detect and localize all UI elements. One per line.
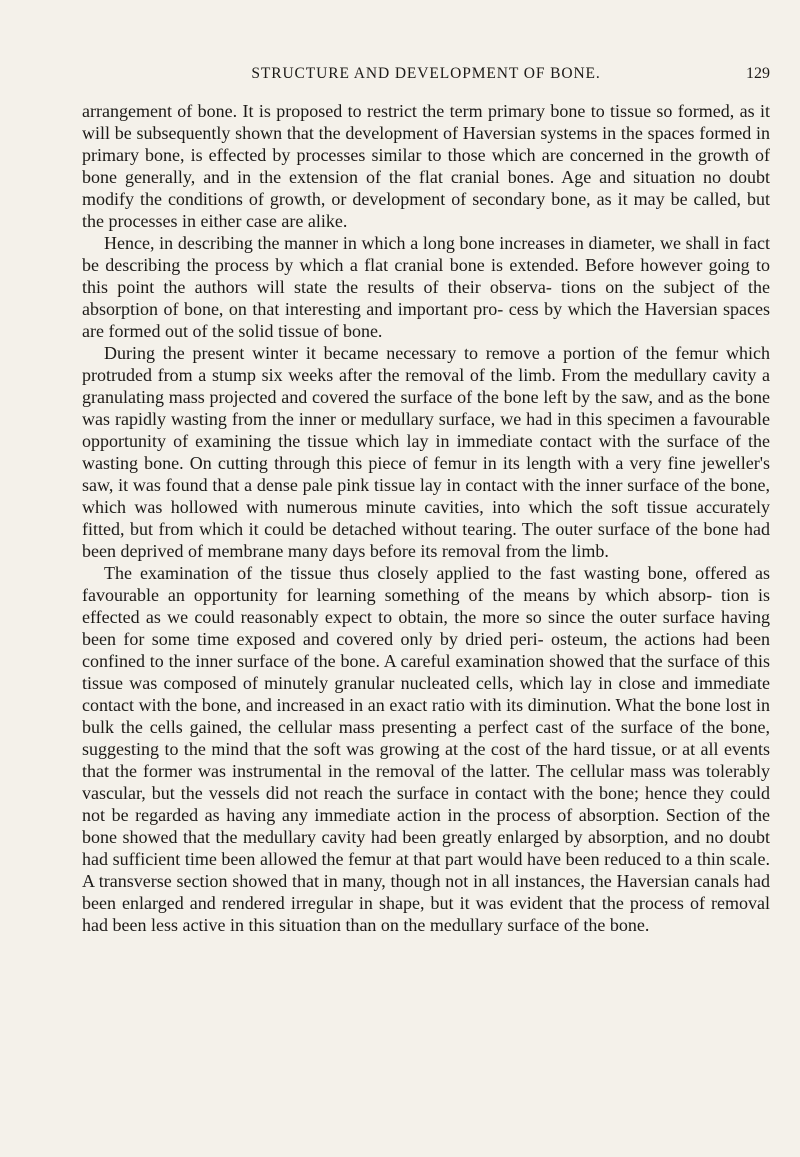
body-text xyxy=(82,100,770,936)
paragraph-4: The examination of the tissue thus closely applied to the fast wasting bone, offered as favourable an opportunity for learning something of the means by which absorp- tion is effected as we could reasonably expect to obtain, the more so since the outer surface having been for some time exposed and covered only by dried peri- osteum, the actions had been confined to the inner surface of the bone. A careful examination showed that the surface of this tissue was composed of minutely granular nucleated cells, which lay in close and immediate contact with the bone, and increased in an exact ratio with its diminution. What the bone lost in bulk the cells gained, the cellular mass presenting a perfect cast of the surface of the bone, suggesting to the mind that the soft was growing at the cost of the hard tissue, or at all events that the former was instrumental in the removal of the latter. The cellular mass was tolerably vascular, but the vessels did not reach the surface in contact with the bone; hence they could not be regarded as having any immediate action in the process of absorption. Section of the bone showed that the medullary cavity had been greatly enlarged by absorption, and no doubt had sufficient time been allowed the femur at that part would have been reduced to a thin scale. A transverse section showed that in many, though not in all instances, the Haversian canals had been enlarged and rendered irregular in shape, but it was evident that the process of removal had been less active in this situation than on the medullary surface of the bone. xyxy=(82,563,770,935)
running-head xyxy=(82,62,770,86)
running-title: STRUCTURE AND DEVELOPMENT OF BONE. xyxy=(251,65,601,82)
paragraph-1: arrangement of bone. It is proposed to restrict the term primary bone to tissue so formed, as it will be subsequently shown that the development of Haversian systems in the spaces formed in primary bone, is effected by processes similar to those which are concerned in the growth of bone generally, and in the extension of the flat cranial bones. Age and situation no doubt modify the conditions of growth, or development of secondary bone, as it may be called, but the processes in either case are alike. xyxy=(82,101,770,231)
page-number: 129 xyxy=(746,65,770,82)
paragraph-2: Hence, in describing the manner in which a long bone increases in diameter, we shall in fact be describing the process by which a flat cranial bone is extended. Before however going to this point the authors will state the results of their observa- tions on the subject of the absorption of bone, on that interesting and important pro- cess by which the Haversian spaces are formed out of the solid tissue of bone. xyxy=(82,233,770,341)
paragraph-3: During the present winter it became necessary to remove a portion of the femur which protruded from a stump six weeks after the removal of the limb. From the medullary cavity a granulating mass projected and covered the surface of the bone left by the saw, and as the bone was rapidly wasting from the inner or medullary surface, we had in this specimen a favourable opportunity of examining the tissue which lay in immediate contact with the surface of the wasting bone. On cutting through this piece of femur in its length with a very fine jeweller's saw, it was found that a dense pale pink tissue lay in contact with the inner surface of the bone, which was hollowed with numerous minute cavities, into which the soft tissue accurately fitted, but from which it could be detached without tearing. The outer surface of the bone had been deprived of membrane many days before its removal from the limb. xyxy=(82,343,770,561)
